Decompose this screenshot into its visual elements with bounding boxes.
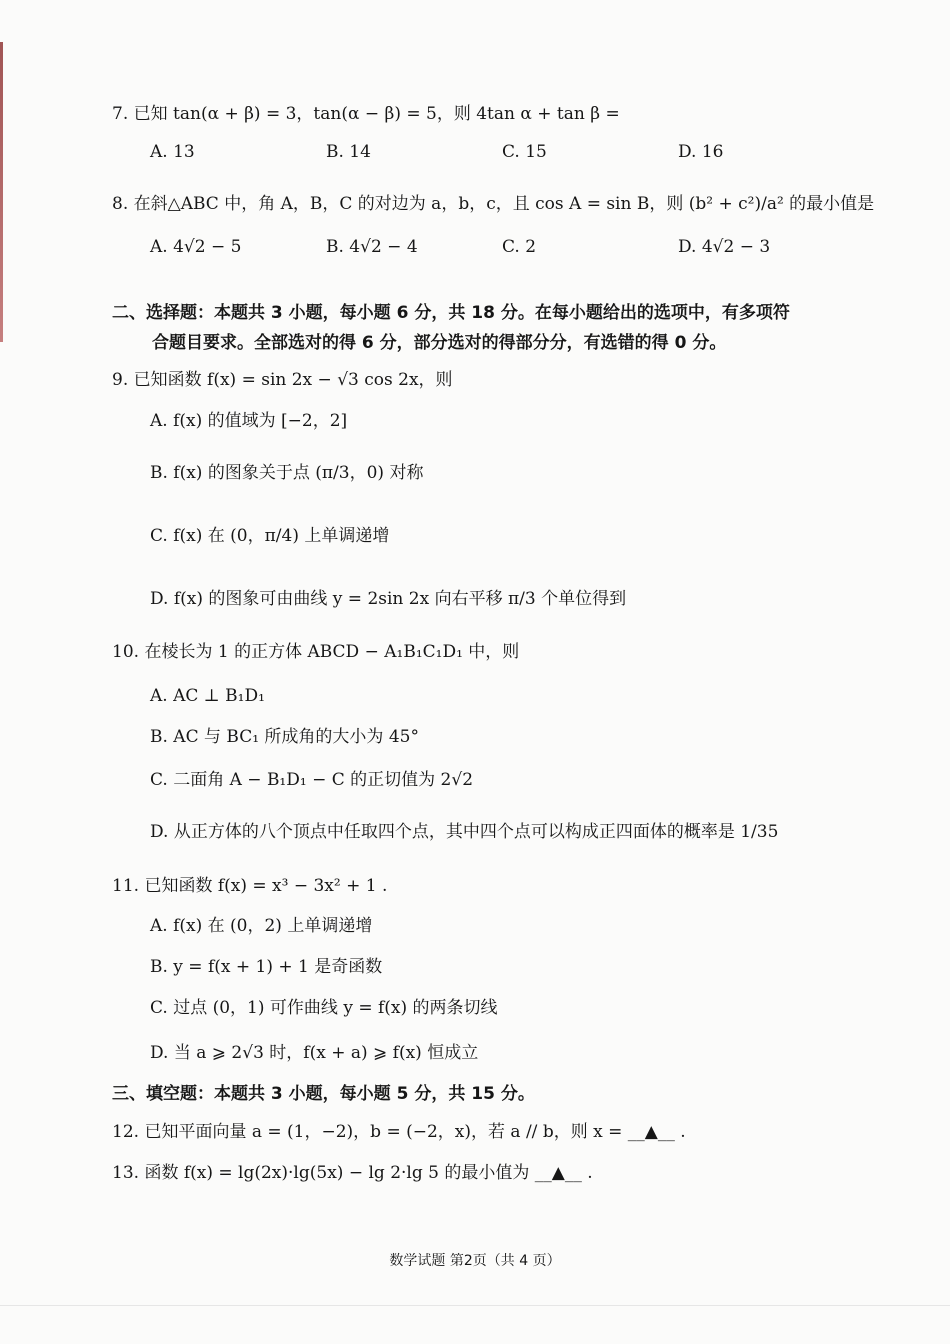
question-9-option-b: B. f(x) 的图象关于点 (π/3，0) 对称 [150,463,424,483]
question-10-option-a: A. AC ⊥ B₁D₁ [150,686,265,706]
question-11-option-b: B. y = f(x + 1) + 1 是奇函数 [150,957,383,977]
section-3-heading: 三、填空题：本题共 3 小题，每小题 5 分，共 15 分。 [112,1084,535,1104]
question-13: 13. 函数 f(x) = lg(2x)·lg(5x) − lg 2·lg 5 的最小值为 __▲__ . [112,1163,593,1183]
question-8: 8. 在斜△ABC 中，角 A，B，C 的对边为 a，b，c，且 cos A = sin B，则 (b² + c²)/a² 的最小值是 [112,194,875,214]
bottom-divider [0,1305,950,1306]
option-c: C. 15 [502,142,547,162]
page-footer: 数学试题 第2页（共 4 页） [389,1253,561,1269]
option-a: A. 4√2 − 5 [150,237,242,257]
question-10-option-d: D. 从正方体的八个顶点中任取四个点，其中四个点可以构成正四面体的概率是 1/35 [150,822,779,842]
question-9-option-d: D. f(x) 的图象可由曲线 y = 2sin 2x 向右平移 π/3 个单位得到 [150,589,627,609]
section-2-instructions: 合题目要求。全部选对的得 6 分，部分选对的得部分分，有选错的得 0 分。 [152,333,727,353]
question-12: 12. 已知平面向量 a = (1，−2)，b = (−2，x)，若 a // b，则 x = __▲__ . [112,1122,686,1142]
option-b: B. 14 [326,142,371,162]
option-d: D. 16 [678,142,724,162]
question-10: 10. 在棱长为 1 的正方体 ABCD − A₁B₁C₁D₁ 中，则 [112,642,520,662]
option-b: B. 4√2 − 4 [326,237,418,257]
question-9-option-a: A. f(x) 的值域为 [−2，2] [150,411,348,431]
section-2-heading: 二、选择题：本题共 3 小题，每小题 6 分，共 18 分。在每小题给出的选项中，有多项符 [112,303,790,323]
question-10-option-c: C. 二面角 A − B₁D₁ − C 的正切值为 2√2 [150,770,474,790]
question-7-options [150,142,890,162]
option-c: C. 2 [502,237,537,257]
question-10-option-b: B. AC 与 BC₁ 所成角的大小为 45° [150,727,419,747]
question-9: 9. 已知函数 f(x) = sin 2x − √3 cos 2x，则 [112,370,453,390]
option-d: D. 4√2 − 3 [678,237,771,257]
page-edge-mark [0,42,3,342]
question-7: 7. 已知 tan(α + β) = 3，tan(α − β) = 5，则 4tan α + tan β = [112,104,620,124]
question-11-option-c: C. 过点 (0，1) 可作曲线 y = f(x) 的两条切线 [150,998,498,1018]
question-11: 11. 已知函数 f(x) = x³ − 3x² + 1 . [112,876,388,896]
option-a: A. 13 [150,142,195,162]
question-9-option-c: C. f(x) 在 (0，π/4) 上单调递增 [150,526,390,546]
question-11-option-d: D. 当 a ⩾ 2√3 时，f(x + a) ⩾ f(x) 恒成立 [150,1043,479,1063]
question-11-option-a: A. f(x) 在 (0，2) 上单调递增 [150,916,373,936]
question-8-options [150,237,890,257]
